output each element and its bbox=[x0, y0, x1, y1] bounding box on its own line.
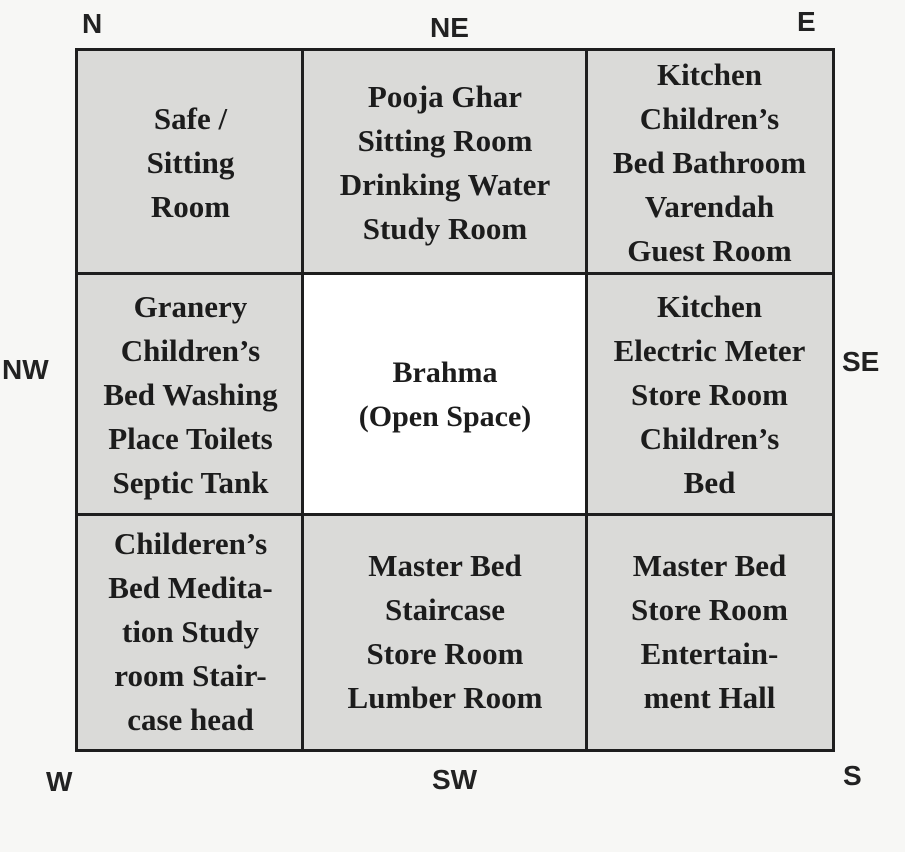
zone-bottom-left-text: Childeren’s Bed Medita- tion Study room Stair- case head bbox=[108, 526, 273, 737]
zone-bottom-right bbox=[587, 515, 832, 749]
zone-middle-left-text: Granery Children’s Bed Washing Place Toilets Septic Tank bbox=[103, 288, 278, 500]
vastu-zone-grid bbox=[75, 48, 835, 752]
zone-bottom-right-text: Master Bed Store Room Entertain- ment Hall bbox=[631, 548, 788, 715]
zone-top-left bbox=[78, 51, 303, 274]
zone-middle-left bbox=[78, 274, 303, 515]
direction-ne-label: NE bbox=[430, 12, 469, 43]
grid-divider-vertical-right bbox=[585, 51, 588, 749]
zone-top-right bbox=[587, 51, 832, 274]
direction-se-label: SE bbox=[842, 346, 880, 377]
grid-divider-horizontal-bottom bbox=[78, 513, 832, 516]
zone-top-left-text: Safe / Sitting Room bbox=[146, 100, 235, 224]
zone-top-middle-text: Pooja Ghar Sitting Room Drinking Water Study Room bbox=[339, 78, 551, 246]
zone-middle-right bbox=[587, 274, 832, 515]
direction-n-label: N bbox=[82, 8, 103, 39]
zone-bottom-middle-text: Master Bed Staircase Store Room Lumber Room bbox=[347, 548, 543, 715]
grid-divider-vertical-left bbox=[301, 51, 304, 749]
direction-w-label: W bbox=[46, 766, 73, 797]
zone-top-right-text: Kitchen Children’s Bed Bathroom Varendah Guest Room bbox=[612, 56, 807, 268]
zone-center-brahma bbox=[303, 274, 587, 515]
grid-divider-horizontal-top bbox=[78, 272, 832, 275]
direction-s-label: S bbox=[843, 760, 862, 791]
zone-bottom-middle bbox=[303, 515, 587, 749]
direction-e-label: E bbox=[797, 6, 816, 37]
zone-top-middle bbox=[303, 51, 587, 274]
zone-bottom-left bbox=[78, 515, 303, 749]
zone-center-text: Brahma (Open Space) bbox=[358, 355, 532, 433]
zone-middle-right-text: Kitchen Electric Meter Store Room Children’s Bed bbox=[613, 288, 806, 500]
direction-sw-label: SW bbox=[432, 764, 478, 795]
direction-nw-label: NW bbox=[2, 354, 49, 385]
